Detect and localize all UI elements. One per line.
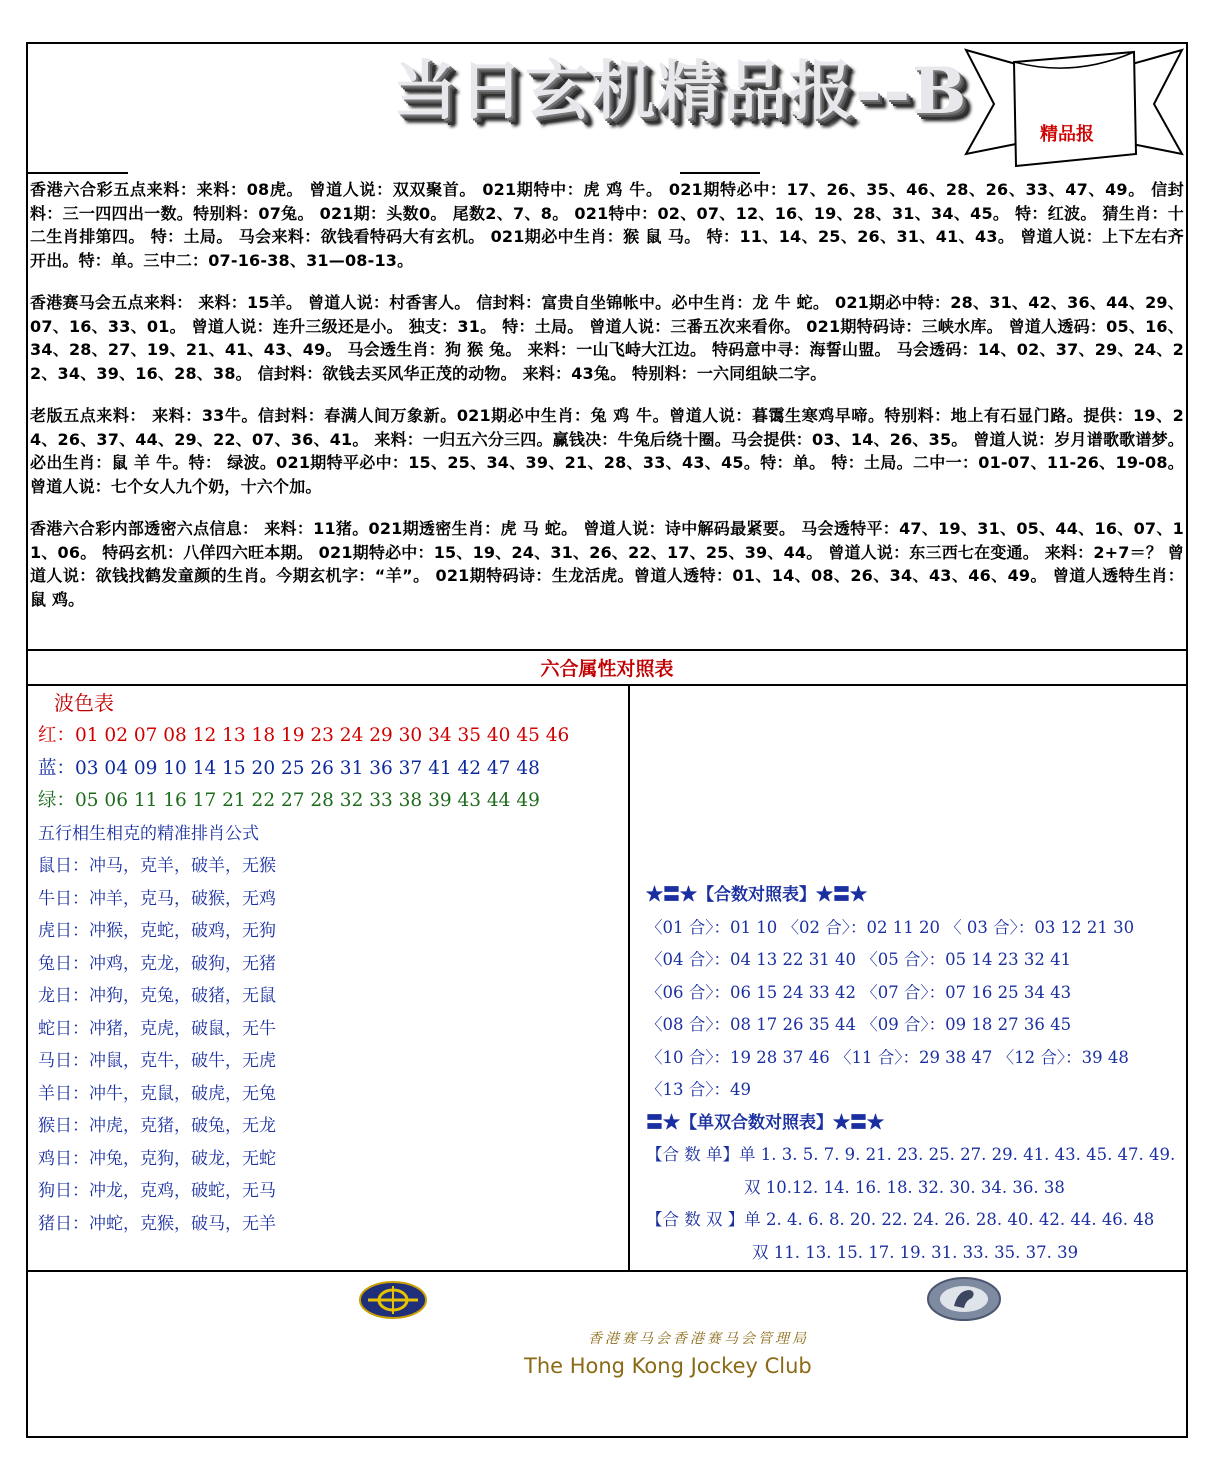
- bose-row-blue: [38, 753, 618, 786]
- wuxing-row: 虎日：冲猴，克蛇，破鸡，无狗: [38, 921, 276, 941]
- wuxing-row: 猪日：冲蛇，克猴，破马，无羊: [38, 1213, 276, 1234]
- header-divider-left: [28, 172, 128, 174]
- heshu-shuang-row: 【合 数 双 】单 2. 4. 6. 8. 20. 22. 24. 26. 28. 40. 42. 44. 46. 48: [646, 1210, 1155, 1229]
- bose-row-red: [38, 720, 618, 753]
- paragraph-3: 老版五点来料： 来料：33牛。信封料：春满人间万象新。021期必中生肖：兔 鸡 牛。曾道人说：暮霭生寒鸡早啼。特别料：地上有石显门路。提供：19、24、26、37、44、29、22、07、36、41。 来料：一归五六分三四。赢钱决：牛兔后绕十圈。马会提供：03、14、26、35。 曾道人说：岁月谱歌歌谱梦。必出生肖：鼠 羊 牛。特： 绿波。021期特平必中：15、25、34、39、21、28、33、43、45。特：单。 特：土局。二中一：01-07、11-26、19-08。曾道人说：七个女人九个奶，十六个加。: [30, 406, 1184, 496]
- bose-title: 波色表: [54, 691, 114, 715]
- danshuang-title: 〓★【单双合数对照表】★〓★: [646, 1112, 884, 1133]
- column-divider: [628, 686, 630, 1270]
- wuxing-row: 龙日：冲狗，克兔，破猪，无鼠: [38, 986, 276, 1006]
- bose-label: 蓝：: [38, 757, 76, 779]
- bose-label: 红：: [38, 725, 76, 746]
- footer: [28, 1272, 1186, 1436]
- heshu-shuang-row-2: 双 11. 13. 15. 17. 19. 31. 33. 35. 37. 39: [752, 1242, 1079, 1262]
- badge-label: 精品报: [1040, 124, 1094, 145]
- page-frame: [26, 42, 1188, 1438]
- heshu-row: 〈04 合〉：04 13 22 31 40 〈05 合〉：05 14 23 32 41: [646, 950, 1072, 969]
- wuxing-row: 狗日：冲龙，克鸡，破蛇，无马: [38, 1181, 276, 1201]
- bose-label: 绿：: [38, 790, 76, 811]
- jockey-club-chinese-name: 香港赛马会香港赛马会管理局: [588, 1331, 809, 1347]
- jockey-club-english-name: The Hong Kong Jockey Club: [524, 1354, 812, 1378]
- paragraph-4: 香港六合彩内部透密六点信息： 来料：11猪。021期透密生肖：虎 马 蛇。 曾道人说：诗中解码最紧要。 马会透特平：47、19、31、05、44、16、07、11、06。 特码玄机：八佯四六旺本期。 021期特必中：15、19、24、31、26、22、17、25、39、44。 曾道人说：东三西七在变通。 来料：2+7＝？ 曾道人说：欲钱找鹤发童颜的生肖。今期玄机字：“羊”。 021期特码诗：生龙活虎。曾道人透特：01、14、08、26、34、43、46、49。 曾道人透特生肖：鼠 鸡。: [30, 519, 1185, 609]
- heshu-row: 〈01 合〉：01 10 〈02 合〉：02 11 20 〈 03 合〉：03 12 21 30: [646, 917, 1135, 937]
- heshu-row: 〈10 合〉：19 28 37 46 〈11 合〉：29 38 47 〈12 合〉：39 48: [646, 1047, 1129, 1067]
- bose-row-green: [38, 785, 618, 818]
- paragraph-2: 香港赛马会五点来料： 来料：15羊。 曾道人说：村香害人。 信封料：富贵自坐锦帐中。必中生肖：龙 牛 蛇。 021期必中特：28、31、42、36、44、29、07、16、33、01。 曾道人说：连升三级还是小。 独支：31。 特：土局。 曾道人说：三番五次来看你。 021期特码诗：三峡水库。 曾道人透码：05、16、34、28、27、19、21、41、43、49。 马会透生肖：狗 猴 兔。 来料：一山飞峙大江边。 特码意中寻：海誓山盟。 马会透码：14、02、37、29、24、22、34、39、16、28、38。 信封料：欲钱去买风华正茂的动物。 来料：43兔。 特别料：一六同组缺二字。: [30, 293, 1184, 383]
- wuxing-row: 蛇日：冲猪，克虎，破鼠，无牛: [38, 1018, 276, 1039]
- heshu-title: ★〓★【合数对照表】★〓★: [646, 885, 867, 905]
- heshu-row: 〈06 合〉：06 15 24 33 42 〈07 合〉：07 16 25 34 43: [646, 982, 1072, 1002]
- bose-nums: 01 02 07 08 12 13 18 19 23 24 29 30 34 35 40 45 46: [75, 725, 570, 746]
- bose-nums: 03 04 09 10 14 15 20 25 26 31 36 37 41 42 47 48: [75, 757, 540, 779]
- table-title: 六合属性对照表: [540, 658, 674, 680]
- heshu-row: 〈13 合〉：49: [646, 1080, 751, 1099]
- wuxing-title: 五行相生相克的精准排肖公式: [38, 823, 259, 844]
- section-divider: [28, 649, 1186, 651]
- ribbon-banner-icon: [964, 44, 1184, 172]
- jockey-club-emblem-icon: [358, 1280, 428, 1320]
- wuxing-row: 猴日：冲虎，克猪，破兔，无龙: [38, 1116, 276, 1136]
- paragraph-1: 香港六合彩五点来料：来料：08虎。 曾道人说：双双聚首。 021期特中：虎 鸡 牛。 021期特必中：17、26、35、46、28、26、33、47、49。 信封料：三一四四出一数。特别料：07兔。 021期：头数0。 尾数2、7、8。 021特中：02、07、12、16、19、28、31、34、45。 特：红波。 猜生肖：十二生肖排第四。 特：土局。 马会来料：欲钱看特码大有玄机。 021期必中生肖：猴 鼠 马。 特：11、14、25、26、31、41、43。 曾道人说：上下左右齐开出。特：单。三中二：07-16-38、31—08-13。: [30, 180, 1184, 270]
- wuxing-row: 牛日：冲羊，克马，破猴，无鸡: [38, 888, 276, 909]
- right-column: [646, 879, 1181, 1269]
- bose-nums: 05 06 11 16 17 21 22 27 28 32 33 38 39 43 44 49: [75, 790, 540, 811]
- heshu-row: 〈08 合〉：08 17 26 35 44 〈09 合〉：09 18 27 36 45: [646, 1015, 1072, 1034]
- heshu-dan-row-2: 双 10.12. 14. 16. 18. 32. 30. 34. 36. 38: [744, 1177, 1065, 1197]
- header: [28, 44, 1186, 172]
- wuxing-row: 羊日：冲牛，克鼠，破虎，无兔: [38, 1083, 276, 1104]
- wuxing-row: 鼠日：冲马，克羊，破羊，无猴: [38, 856, 276, 876]
- heshu-dan-row: 【合 数 单】单 1. 3. 5. 7. 9. 21. 23. 25. 27. 29. 41. 43. 45. 47. 49.: [646, 1145, 1176, 1164]
- left-column: [38, 686, 618, 1240]
- header-divider-right: [680, 172, 760, 174]
- wuxing-row: 兔日：冲鸡，克龙，破狗，无猪: [38, 953, 276, 974]
- horse-seal-icon: [926, 1276, 1002, 1322]
- wuxing-row: 鸡日：冲兔，克狗，破龙，无蛇: [38, 1148, 276, 1169]
- text-body: [30, 178, 1184, 648]
- page-title: 当日玄机精品报--B: [393, 54, 969, 129]
- wuxing-row: 马日：冲鼠，克牛，破牛，无虎: [38, 1051, 276, 1071]
